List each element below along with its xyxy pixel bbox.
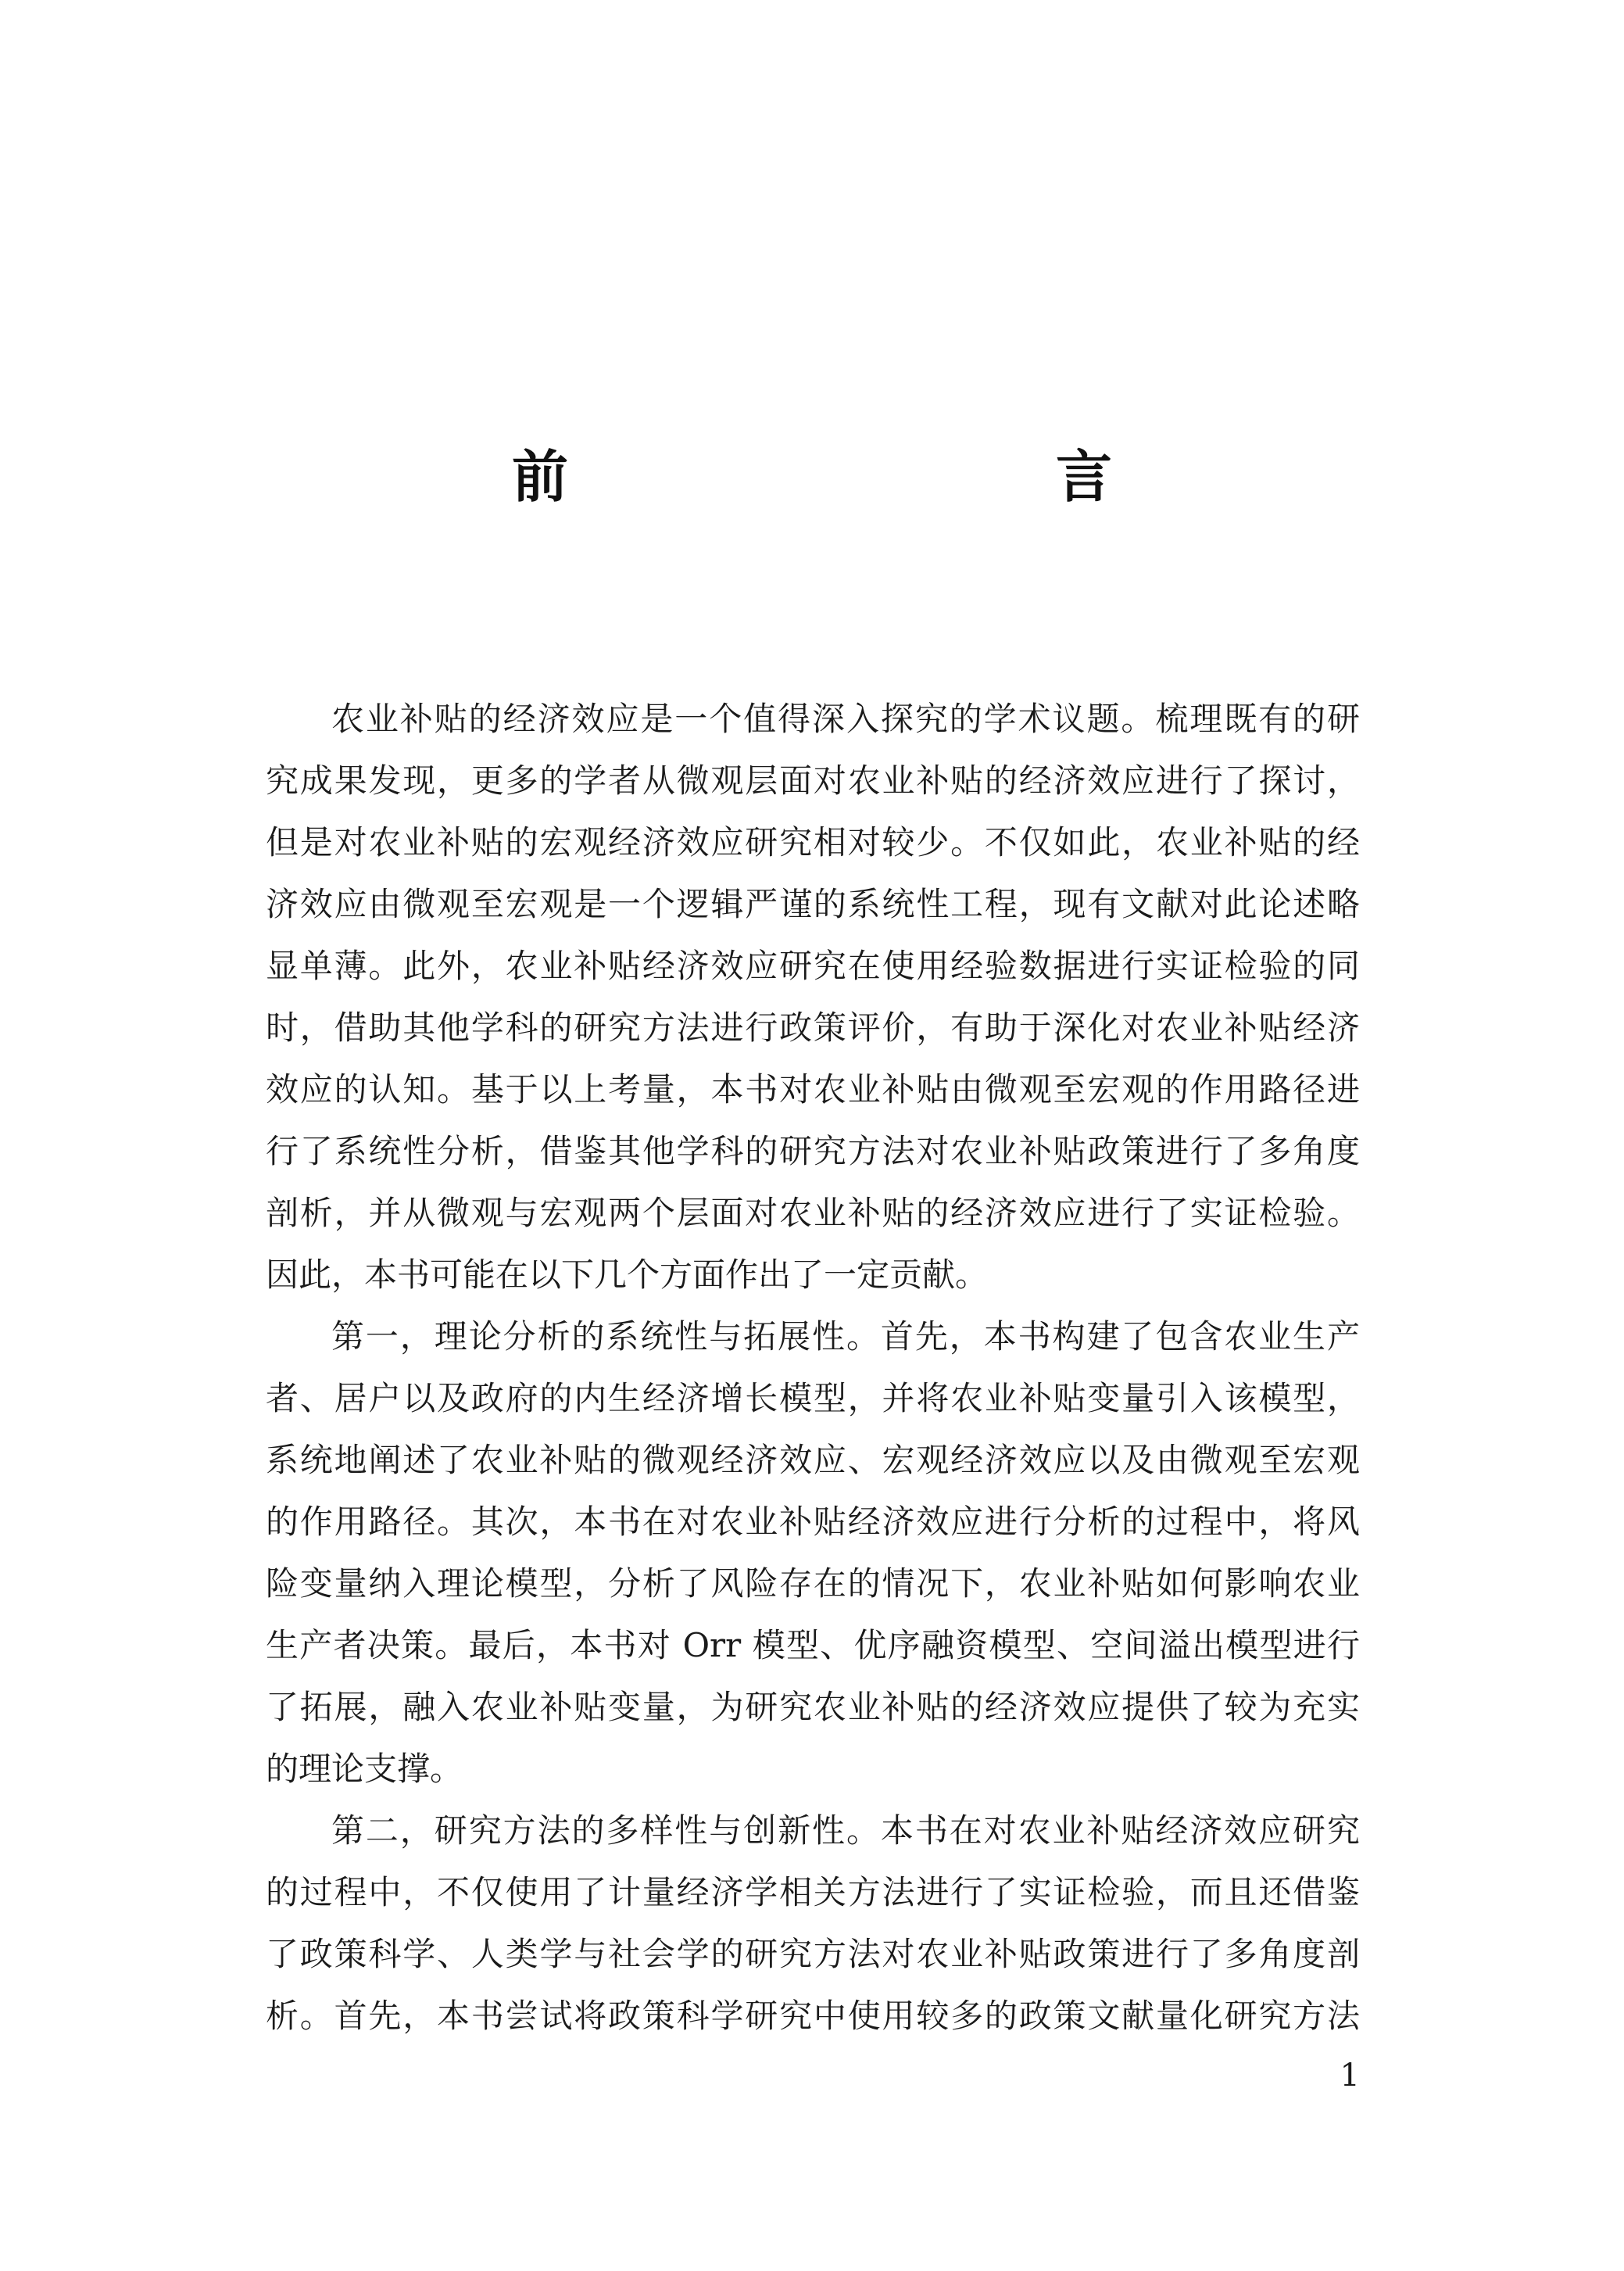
body-text [266, 688, 1360, 2047]
text-line: 了政策科学、人类学与社会学的研究方法对农业补贴政策进行了多角度剖 [266, 1935, 1360, 1973]
text-line: 系统地阐述了农业补贴的微观经济效应、宏观经济效应以及由微观至宏观 [266, 1441, 1360, 1479]
text-line: 行了系统性分析，借鉴其他学科的研究方法对农业补贴政策进行了多角度 [266, 1132, 1360, 1170]
text-line: 生产者决策。最后，本书对 Orr 模型、优序融资模型、空间溢出模型进行 [266, 1626, 1360, 1664]
text-line: 的作用路径。其次，本书在对农业补贴经济效应进行分析的过程中，将风 [266, 1503, 1360, 1541]
text-line: 但是对农业补贴的宏观经济效应研究相对较少。不仅如此，农业补贴的经 [266, 823, 1360, 861]
paragraph-1 [266, 688, 1360, 1306]
text-line: 者、居户以及政府的内生经济增长模型，并将农业补贴变量引入该模型， [266, 1379, 1360, 1417]
text-line: 析。首先，本书尝试将政策科学研究中使用较多的政策文献量化研究方法 [266, 1997, 1360, 2035]
text-line: 的过程中，不仅使用了计量经济学相关方法进行了实证检验，而且还借鉴 [266, 1873, 1360, 1911]
text-line: 因此，本书可能在以下几个方面作出了一定贡献。 [266, 1255, 989, 1294]
text-line: 济效应由微观至宏观是一个逻辑严谨的系统性工程，现有文献对此论述略 [266, 885, 1360, 923]
text-line: 农业补贴的经济效应是一个值得深入探究的学术议题。梳理既有的研 [331, 700, 1360, 738]
text-line: 效应的认知。基于以上考量，本书对农业补贴由微观至宏观的作用路径进 [266, 1070, 1360, 1109]
text-line: 第一，理论分析的系统性与拓展性。首先，本书构建了包含农业生产 [331, 1317, 1360, 1356]
text-line: 第二，研究方法的多样性与创新性。本书在对农业补贴经济效应研究 [331, 1811, 1360, 1850]
page-title: 前 言 [511, 443, 1237, 510]
paragraph-2 [266, 1306, 1360, 1800]
text-line: 了拓展，融入农业补贴变量，为研究农业补贴的经济效应提供了较为充实 [266, 1688, 1360, 1726]
text-line: 险变量纳入理论模型，分析了风险存在的情况下，农业补贴如何影响农业 [266, 1564, 1360, 1603]
text-line: 剖析，并从微观与宏观两个层面对农业补贴的经济效应进行了实证检验。 [266, 1194, 1360, 1232]
text-line: 显单薄。此外，农业补贴经济效应研究在使用经验数据进行实证检验的同 [266, 947, 1360, 985]
text-line: 的理论支撑。 [266, 1750, 463, 1788]
text-line: 时，借助其他学科的研究方法进行政策评价，有助于深化对农业补贴经济 [266, 1008, 1360, 1047]
text-line: 究成果发现，更多的学者从微观层面对农业补贴的经济效应进行了探讨， [266, 761, 1360, 800]
page-number: 1 [1340, 2058, 1360, 2094]
paragraph-3 [266, 1800, 1360, 2047]
